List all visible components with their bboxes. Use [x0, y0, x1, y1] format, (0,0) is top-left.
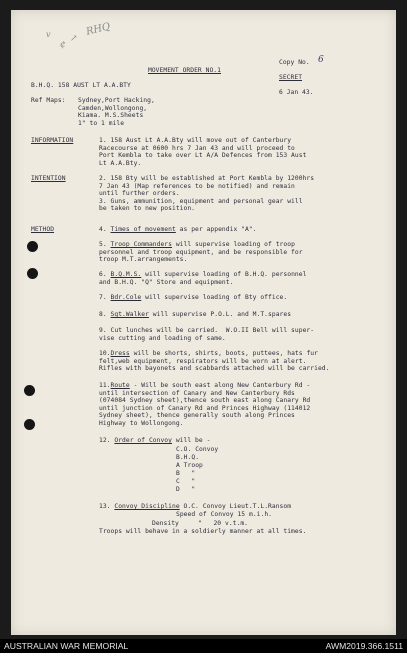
- convoy-order-item: D ": [176, 486, 196, 493]
- section-label-intention: INTENTION: [31, 175, 66, 182]
- intention-line: 3. Guns, ammunition, equipment and personal gear will: [99, 197, 303, 205]
- document-title: MOVEMENT ORDER NO.1: [148, 67, 221, 74]
- convoy-order-item: C ": [176, 478, 196, 485]
- punch-hole: [27, 268, 38, 279]
- convoy-order-item: C.O. Convoy: [176, 446, 219, 453]
- paragraph-10-line: Rifles with bayonets and scabbards attached will be carried.: [99, 365, 330, 372]
- copy-number-label: Copy No.: [279, 59, 310, 66]
- document-page: [11, 10, 396, 635]
- paragraph-11-line: Highway to Wollongong.: [99, 419, 184, 427]
- paragraph-8: 8. Sgt.Walker will supervise P.O.L. and M.T.spares: [99, 311, 292, 318]
- convoy-order-item: A Troop: [176, 462, 203, 469]
- punch-hole: [24, 385, 35, 396]
- ref-maps-line: Camden,Wollongong,: [78, 104, 148, 112]
- information-line: Racecourse at 0600 hrs 7 Jan 43 and will proceed to: [99, 144, 295, 152]
- unit-line: B.H.Q. 158 AUST LT A.A.BTY: [31, 82, 131, 89]
- information-line: Lt A.A.Bty.: [99, 159, 142, 167]
- paragraph-10-line: felt,web equipment, respirators will be worn at alert.: [99, 357, 307, 365]
- ref-maps-line: Sydney,Port Hacking,: [78, 97, 155, 104]
- convoy-speed: Speed of Convoy 15 m.i.h.: [176, 511, 273, 518]
- paragraph-9-line: vise cutting and loading of same.: [99, 334, 226, 342]
- archive-footer: [0, 639, 407, 653]
- ref-maps-label: Ref Maps:: [31, 97, 66, 104]
- copy-number-handwritten: 6: [318, 55, 324, 65]
- paragraph-13: 13. Convoy Discipline O.C. Convoy Lieut.T.L.Ransom: [99, 503, 292, 510]
- section-label-information: INFORMATION: [31, 137, 74, 144]
- paragraph-5-line: personnel and troop equipment, and be responsible for: [99, 248, 303, 256]
- paragraph-6: 6. B.Q.M.S. will supervise loading of B.H.Q. personnel: [99, 271, 307, 278]
- paragraph-10: 10.Dress will be shorts, shirts, boots, puttees, hats fur: [99, 350, 318, 357]
- convoy-behaviour: Troops will behave in a soldierly manner at all times.: [99, 527, 307, 535]
- archive-reference: AWM2019.366.1511: [325, 641, 403, 651]
- punch-hole: [24, 419, 35, 430]
- paragraph-7: 7. Bdr.Cole will supervise loading of Bty office.: [99, 294, 288, 301]
- classification: SECRET: [279, 74, 303, 81]
- paragraph-5: 5. Troop Commanders will supervise loading of troop: [99, 241, 295, 248]
- intention-line: be taken to new position.: [99, 205, 196, 212]
- document-date: 6 Jan 43.: [279, 89, 314, 96]
- intention-line: 2. 158 Bty will be established at Port Kembla by 1200hrs: [99, 175, 315, 182]
- paragraph-11-line: (074084 Sydney sheet),thence south east along Canary Rd: [99, 397, 311, 404]
- section-label-method: METHOD: [31, 226, 55, 233]
- convoy-order-item: B.H.Q.: [176, 454, 200, 461]
- punch-hole: [27, 241, 38, 252]
- paragraph-11-line: Sydney sheet), thence generally south along Princes: [99, 412, 295, 419]
- paragraph-6-line: and B.H.Q. "Q" Store and equipment.: [99, 278, 234, 286]
- information-line: 1. 158 Aust Lt A.A.Bty will move out of Canterbury: [99, 137, 292, 144]
- paragraph-5-line: troop M.T.arrangements.: [99, 256, 188, 263]
- ref-maps-line: 1" to 1 mile: [78, 119, 125, 127]
- intention-line: until further orders.: [99, 190, 180, 197]
- paragraph-11-line: until junction of Canary Rd and Princes Highway (114012: [99, 404, 311, 412]
- ref-maps-line: Kiama. M.S.Sheets: [78, 112, 144, 119]
- intention-line: 7 Jan 43 (Map references to be notified) and remain: [99, 182, 295, 190]
- convoy-order-item: B ": [176, 470, 196, 477]
- pencil-arrow: ↗: [70, 34, 78, 44]
- pencil-mark: ¢: [60, 40, 66, 50]
- pencil-tick: v: [46, 30, 51, 39]
- pencil-initials: RHQ: [85, 21, 112, 38]
- information-line: Port Kembla to take over Lt A/A Defences from 153 Aust: [99, 152, 307, 159]
- paragraph-11-line: until intersection of Canary and New Canterbury Rds: [99, 389, 295, 397]
- paragraph-11: 11.Route - Will be south east along New Canterbury Rd -: [99, 382, 311, 389]
- paragraph-4: 4. Times of movement as per appendix "A".: [99, 226, 257, 233]
- paragraph-9-line: 9. Cut lunches will be carried. W.O.II Bell will super-: [99, 327, 315, 334]
- convoy-density: Density " 20 v.t.m.: [152, 519, 249, 527]
- paragraph-12: 12. Order of Convoy will be -: [99, 437, 211, 444]
- archive-name: AUSTRALIAN WAR MEMORIAL: [4, 641, 129, 651]
